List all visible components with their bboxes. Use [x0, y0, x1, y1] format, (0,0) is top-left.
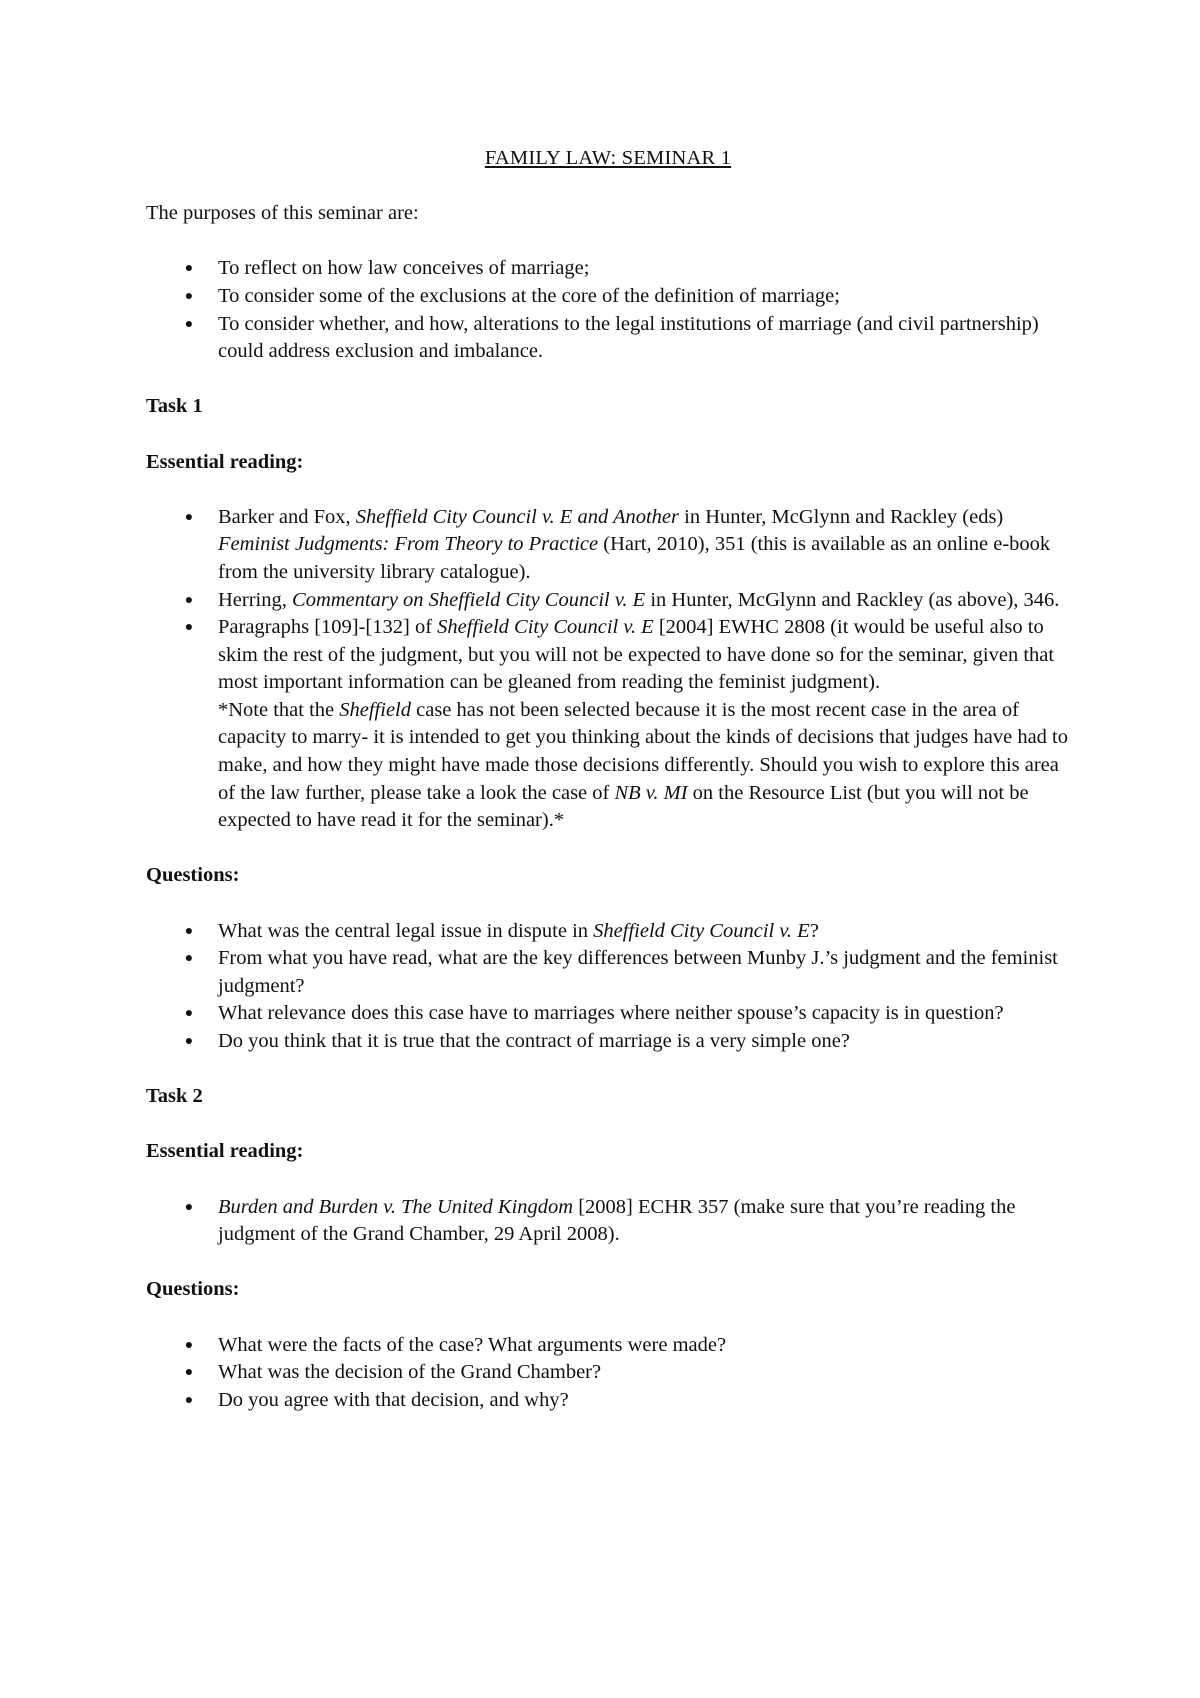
bullet-icon: ●	[184, 592, 194, 608]
list-item: ● Burden and Burden v. The United Kingdom [2008] ECHR 357 (make sure that you’re reading the judgment of the Grand Chamber, 29 April 2008).	[146, 1194, 1070, 1249]
list-item: ● Barker and Fox, Sheffield City Council v. E and Another in Hunter, McGlynn and Rackley (eds) Feminist Judgments: From Theory to Practice (Hart, 2010), 351 (this is available as an online e-book from the university library catalogue).	[146, 504, 1070, 587]
task1-questions-heading: Questions:	[146, 864, 240, 887]
purposes-list	[146, 255, 1070, 365]
intro-text: The purposes of this seminar are:	[146, 202, 419, 225]
list-item: ● To consider whether, and how, alterations to the legal institutions of marriage (and civil partnership) could address exclusion and imbalance.	[146, 311, 1070, 366]
list-item: ● Herring, Commentary on Sheffield City Council v. E in Hunter, McGlynn and Rackley (as above), 346.	[146, 587, 1070, 615]
bullet-icon: ●	[184, 620, 194, 636]
bullet-icon: ●	[184, 261, 194, 277]
task2-reading-heading: Essential reading:	[146, 1140, 304, 1163]
list-item: ● What relevance does this case have to marriages where neither spouse’s capacity is in question?	[146, 1000, 1070, 1028]
task2-questions-heading: Questions:	[146, 1278, 240, 1301]
list-item: ● What was the decision of the Grand Chamber?	[146, 1359, 1070, 1387]
bullet-icon: ●	[184, 1034, 194, 1049]
bullet-icon: ●	[184, 1337, 194, 1353]
bullet-icon: ●	[184, 316, 194, 332]
bullet-icon: ●	[184, 288, 194, 304]
list-item: ● Paragraphs [109]-[132] of Sheffield City Council v. E [2004] EWHC 2808 (it would be useful also to skim the rest of the judgment, but you will not be expected to have done so for the seminar, given that most important information can be gleaned from reading the feminist judgment). *Note that the Sheffield case has not been selected because it is the most recent case in the area of capacity to marry- it is intended to get you thinking about the kinds of decisions that judges have had to make, and how they might have made those decisions differently. Should you wish to explore this area of the law further, please take a look the case of NB v. MI on the Resource List (but you will not be expected to have read it for the seminar).*	[146, 614, 1070, 835]
list-item: ● What were the facts of the case? What arguments were made?	[146, 1332, 1070, 1360]
list-item: ● Do you think that it is true that the contract of marriage is a very simple one?	[146, 1028, 1070, 1056]
list-item: ● From what you have read, what are the key differences between Munby J.’s judgment and the feminist judgment?	[146, 945, 1070, 1000]
list-item: ● Do you agree with that decision, and why?	[146, 1387, 1070, 1415]
task1-reading-list	[146, 504, 1070, 835]
task1-questions-list	[146, 918, 1070, 1056]
page-title: FAMILY LAW: SEMINAR 1	[484, 147, 732, 169]
task2-questions-list	[146, 1332, 1070, 1415]
note-text: *Note that the	[218, 698, 340, 721]
bullet-icon: ●	[184, 1199, 194, 1215]
task2-heading: Task 2	[146, 1085, 203, 1108]
bullet-icon: ●	[184, 951, 194, 967]
bullet-icon: ●	[184, 1006, 194, 1022]
list-item: ● To consider some of the exclusions at the core of the definition of marriage;	[146, 283, 1070, 311]
list-item: ● What was the central legal issue in dispute in Sheffield City Council v. E?	[146, 918, 1070, 946]
task1-reading-heading: Essential reading:	[146, 450, 304, 473]
task1-heading: Task 1	[146, 395, 203, 418]
bullet-icon: ●	[184, 509, 194, 525]
bullet-icon: ●	[184, 923, 194, 939]
bullet-icon: ●	[184, 1392, 194, 1408]
list-item: ● To reflect on how law conceives of marriage;	[146, 255, 1070, 283]
task2-reading-list	[146, 1194, 1070, 1249]
bullet-icon: ●	[184, 1365, 194, 1381]
